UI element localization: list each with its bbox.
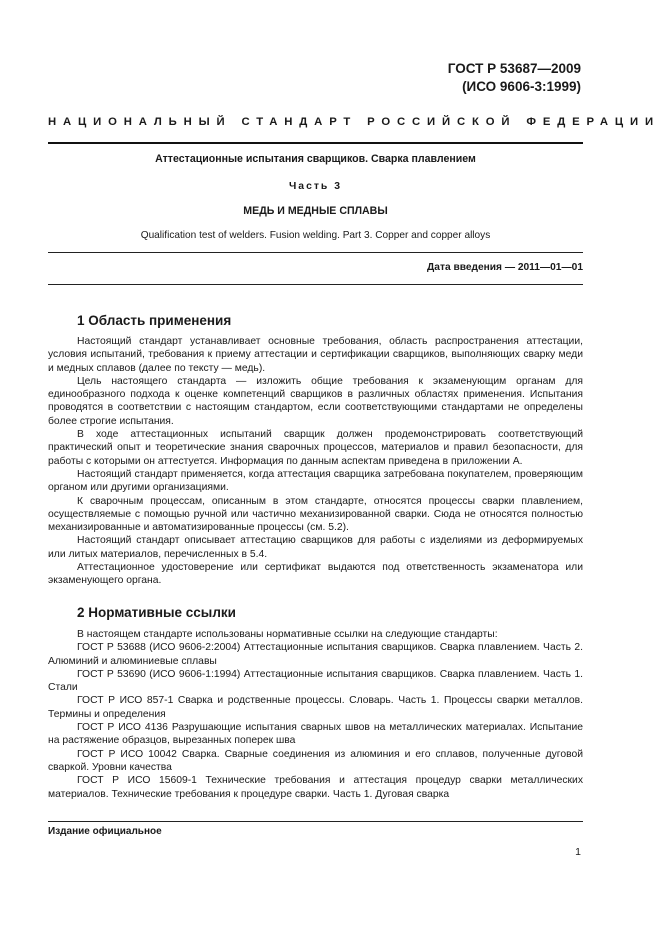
title-divider bbox=[48, 252, 583, 253]
document-subtitle: МЕДЬ И МЕДНЫЕ СПЛАВЫ bbox=[243, 205, 388, 217]
paragraph: В ходе аттестационных испытаний сварщик должен продемонстрировать соответствующий практический опыт и теоретические знания сварочных процессов, материалов и правил безопасности, для работы с которыми он аттестуется. Информация по данным аспектам приведена в приложении А. bbox=[48, 429, 583, 467]
introduction-date: Дата введения — 2011—01—01 bbox=[427, 262, 583, 273]
edition-label: Издание официальное bbox=[48, 826, 162, 837]
reference-item: ГОСТ Р ИСО 15609-1 Технические требования и аттестация процедур сварки металлических материалов. Технические требования к процедуре сварки. Часть 1. Дуговая сварка bbox=[48, 775, 583, 800]
paragraph: Аттестационное удостоверение или сертификат выдаются под ответственность экзаменатора или экзаменующего органа. bbox=[48, 562, 583, 587]
section-1-body bbox=[48, 335, 583, 588]
footer-divider bbox=[48, 821, 583, 822]
section-2-heading: 2 Нормативные ссылки bbox=[77, 605, 236, 620]
section-2-body bbox=[48, 628, 583, 801]
iso-code: (ИСО 9606-3:1999) bbox=[462, 79, 581, 94]
section-1-heading: 1 Область применения bbox=[77, 313, 232, 328]
paragraph: В настоящем стандарте использованы нормативные ссылки на следующие стандарты: bbox=[77, 629, 498, 640]
standard-code-block bbox=[448, 60, 581, 96]
document-title: Аттестационные испытания сварщиков. Сварка плавлением bbox=[155, 153, 476, 165]
standard-code: ГОСТ Р 53687—2009 bbox=[447, 61, 581, 76]
national-standard-title: НАЦИОНАЛЬНЫЙ СТАНДАРТ РОССИЙСКОЙ ФЕДЕРАЦИИ bbox=[48, 116, 660, 128]
header-divider bbox=[48, 142, 583, 144]
part-label: Часть 3 bbox=[288, 181, 342, 192]
reference-item: ГОСТ Р ИСО 857-1 Сварка и родственные процессы. Словарь. Часть 1. Процессы сварки металлов. Термины и определения bbox=[48, 695, 583, 720]
english-title: Qualification test of welders. Fusion welding. Part 3. Copper and copper alloys bbox=[140, 230, 491, 241]
paragraph: К сварочным процессам, описанным в этом стандарте, относятся процессы сварки плавлением, осуществляемые с помощью ручной или частично механизированной сварки. Сюда не относятся полностью механизированные и автоматизированные процессы (см. 5.2). bbox=[48, 495, 583, 534]
page-number: 1 bbox=[575, 846, 581, 858]
reference-item: ГОСТ Р 53688 (ИСО 9606-2:2004) Аттестационные испытания сварщиков. Сварка плавлением. Часть 2. Алюминий и алюминиевые сплавы bbox=[48, 642, 583, 667]
date-divider bbox=[48, 284, 583, 285]
paragraph: Настоящий стандарт описывает аттестацию сварщиков для работы с изделиями из деформируемых или литых материалов, перечисленных в 5.4. bbox=[48, 535, 583, 560]
reference-item: ГОСТ Р ИСО 10042 Сварка. Сварные соединения из алюминия и его сплавов, полученные дуговой сваркой. Уровни качества bbox=[48, 748, 583, 773]
paragraph: Настоящий стандарт применяется, когда аттестация сварщика затребована покупателем, проверяющим органом или другими организациями. bbox=[48, 468, 583, 494]
paragraph: Цель настоящего стандарта — изложить общие требования к экзаменующим органам для единообразного подхода к оценке компетенций сварщиков в различных областях применения. Испытания проводятся в соответствии с настоящим стандартом, если соответствующими стандартами не определены более строгие испытания. bbox=[48, 375, 583, 427]
paragraph: Настоящий стандарт устанавливает основные требования, область распространения аттестации, условия испытаний, требования к приему аттестации и сертификации сварщиков, выполняющих сварку меди и медных сплавов (далее по тексту — медь). bbox=[48, 336, 583, 374]
reference-item: ГОСТ Р ИСО 4136 Разрушающие испытания сварных швов на металлических материалах. Испытание на растяжение образцов, вырезанных поперек шва bbox=[48, 722, 583, 747]
reference-item: ГОСТ Р 53690 (ИСО 9606-1:1994) Аттестационные испытания сварщиков. Сварка плавлением. Часть 1. Стали bbox=[48, 668, 583, 694]
